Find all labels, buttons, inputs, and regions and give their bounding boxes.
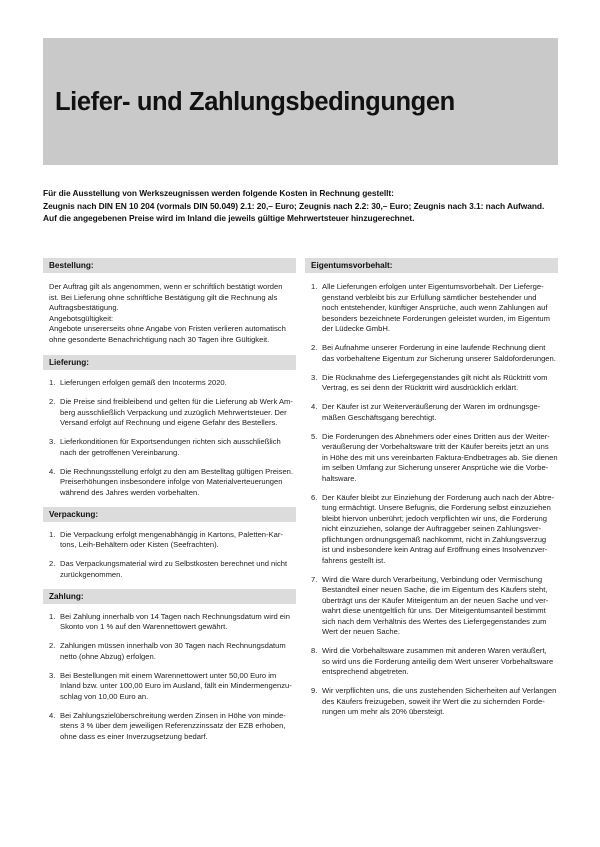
text-line: nicht einzuziehen, solange der Auftraggeber seinen Zahlungsver-: [322, 524, 542, 533]
list-item: [49, 671, 296, 703]
bestellung-text: [43, 282, 296, 345]
list-item: [49, 612, 296, 633]
text-line: während des Jahres werden vorbehalten.: [60, 487, 200, 497]
item-text: [60, 641, 286, 662]
text-line: bleibt hiervon unberührt; jedoch verpflichten wir uns, die Forderung: [322, 513, 547, 523]
item-number: 1.: [311, 282, 318, 291]
list-item: [311, 493, 558, 567]
text-line: Vertrag, es sei denn der Rücktritt wird ausdrücklich erklärt.: [322, 383, 519, 392]
item-text: [322, 282, 550, 335]
text-line: mäßen Geschäftsgang berechtigt.: [322, 412, 437, 422]
text-line: fahrens gestellt ist.: [322, 555, 386, 565]
text-line: Skonto von 1 % auf den Warennettowert gewährt.: [60, 622, 228, 631]
text-line: entsprechend abgetreten.: [322, 667, 409, 676]
text-line: netto (ohne Abzug) erfolgen.: [60, 651, 156, 661]
item-text: [322, 646, 553, 678]
text-line: sich nach dem Verhältnis des Wertes des Liefergegenstandes zum: [322, 616, 547, 626]
item-text: [322, 432, 558, 485]
text-line: ohne dass es einer Inverzugsetzung bedarf.: [60, 731, 208, 741]
list-item: [311, 646, 558, 678]
list-item: [49, 641, 296, 662]
list-item: [311, 432, 558, 485]
text-line: Auftragsbestätigung.: [49, 303, 119, 312]
text-line: Wert der neuen Sache.: [322, 627, 400, 636]
item-number: 7.: [311, 574, 318, 584]
item-number: 1.: [49, 529, 56, 539]
item-number: 2.: [49, 559, 56, 568]
item-number: 9.: [311, 686, 318, 695]
text-line: Die Rechnungsstellung erfolgt zu den am Bestelltag gültigen Preisen.: [60, 466, 294, 476]
text-line: so wird uns die Forderung anteilig dem Wert unserer Vorbehaltsware: [322, 656, 554, 666]
text-line: nach der getroffenen Vereinbarung.: [60, 447, 180, 457]
text-line: noch entstehender, künftiger Ansprüche, auch wenn Zahlungen auf: [322, 303, 548, 312]
text-line: Bei Zahlungszielüberschreitung werden Zinsen in Höhe von minde-: [60, 710, 286, 720]
item-number: 4.: [311, 402, 318, 411]
item-number: 4.: [49, 710, 56, 720]
item-number: 3.: [49, 437, 56, 446]
item-text: [60, 437, 281, 458]
item-text: [322, 493, 554, 567]
intro-text: [43, 187, 563, 225]
item-text: [60, 612, 290, 633]
item-number: 3.: [311, 372, 318, 382]
text-line: Lieferungen erfolgen gemäß den Incoterms 2020.: [60, 378, 227, 387]
text-line: Preiserhöhungen insbesondere infolge von Materialverteuerungen: [60, 477, 283, 486]
item-text: [60, 711, 286, 743]
text-line: in Höhe des mit uns vereinbarten Faktura-Endbetrages ab. Sie dienen: [322, 452, 558, 462]
text-line: veräußerung der Vorbehaltsware tritt der Käufer bereits jetzt an uns: [322, 442, 549, 451]
list-item: [49, 378, 296, 389]
item-number: 8.: [311, 646, 318, 655]
list-item: [311, 575, 558, 638]
verpackung-list: [43, 530, 296, 581]
text-line: zurückgenommen.: [60, 569, 123, 579]
text-line: tung ermächtigt. Unsere Befugnis, die Forderung selbst einzuziehen: [322, 503, 551, 512]
item-text: [60, 530, 283, 551]
text-line: der Lüdecke GmbH.: [322, 324, 390, 333]
text-line: ist und insbesondere kein Antrag auf Eröffnung eines Insolvenzver-: [322, 545, 548, 554]
text-line: berg ausschließlich Verpackung und zuzüglich Mehrwertsteuer. Der: [60, 407, 287, 417]
text-line: tons, Leih-Behältern oder Kisten (Seefrachten).: [60, 540, 219, 549]
text-line: Bestandteil einer neuen Sache, die im Eigentum des Käufers steht,: [322, 585, 548, 594]
item-number: 2.: [49, 397, 56, 406]
list-item: [311, 282, 558, 335]
item-text: [60, 559, 287, 580]
section-heading-verpackung: Verpackung:: [43, 507, 296, 522]
text-line: besonders bezeichnete Forderungen geleistet wurden, im Eigentum: [322, 313, 550, 323]
item-text: [322, 343, 556, 364]
item-number: 6.: [311, 492, 318, 502]
text-line: genstand verbleibt bis zur Erfüllung sämtlicher bestehender und: [322, 292, 537, 302]
item-text: [60, 671, 292, 703]
text-line: Bei Bestellungen mit einem Warennettowert unter 50,00 Euro im: [60, 670, 277, 680]
item-text: [60, 467, 293, 499]
lieferung-list: [43, 378, 296, 498]
text-line: ist. Bei Lieferung ohne schriftliche Bestätigung gilt die Rechnung als: [49, 292, 278, 302]
list-item: [49, 530, 296, 551]
text-line: überträgt uns der Käufer Miteigentum an der neuen Sache und ver-: [322, 595, 549, 605]
item-number: 5.: [311, 431, 318, 441]
text-line: des Käufers freizugeben, soweit ihr Wert die zu sichernden Forde-: [322, 696, 545, 706]
item-number: 1.: [49, 378, 56, 387]
text-line: Die Preise sind freibleibend und gelten für die Lieferung ab Werk Am-: [60, 397, 293, 406]
item-text: [60, 397, 293, 429]
intro-line: Zeugnis nach DIN EN 10 204 (vormals DIN 50.049) 2.1: 20,– Euro; Zeugnis nach 2.2: 30,– Euro; Zeugnis nach 3.1: nach Aufwand.: [43, 200, 545, 211]
text-line: wahrt diese unentgeltlich für uns. Der Miteigentumsanteil bestimmt: [322, 606, 546, 615]
item-text: [322, 373, 547, 394]
item-text: [60, 378, 227, 389]
item-number: 1.: [49, 611, 56, 621]
text-line: Inland bzw. unter 100,00 Euro im Ausland, fällt ein Mindermengenzu-: [60, 681, 292, 690]
item-number: 2.: [49, 641, 56, 650]
item-text: [322, 686, 556, 718]
text-line: das vorbehaltene Eigentum zur Sicherung unserer Saldoforderungen.: [322, 353, 556, 363]
text-line: Angebotsgültigkeit:: [49, 313, 114, 323]
text-line: ohne gesonderte Benachrichtigung nach 30 Tagen ihre Gültigkeit.: [49, 334, 270, 344]
eigentumsvorbehalt-list: [305, 282, 558, 718]
text-line: im selben Umfang zur Sicherung unserer Ansprüche wie die Vorbe-: [322, 463, 549, 472]
section-heading-bestellung: Bestellung:: [43, 258, 296, 273]
text-line: Versand erfolgt auf Rechnung und eigene Gefahr des Bestellers.: [60, 418, 278, 427]
list-item: [49, 437, 296, 458]
list-item: [311, 373, 558, 394]
section-heading-eigentumsvorbehalt: Eigentumsvorbehalt:: [305, 258, 558, 273]
item-number: 3.: [49, 670, 56, 680]
page-title: Liefer- und Zahlungsbedingungen: [55, 88, 455, 116]
item-text: [322, 402, 540, 423]
list-item: [49, 711, 296, 743]
text-line: haltsware.: [322, 473, 357, 483]
text-line: Wird die Vorbehaltsware zusammen mit anderen Waren veräußert,: [322, 646, 547, 655]
text-line: Der Käufer ist zur Weiterveräußerung der Waren im ordnungsge-: [322, 402, 541, 411]
item-number: 2.: [311, 343, 318, 352]
list-item: [49, 397, 296, 429]
text-line: Die Rücknahme des Liefergegenstandes gilt nicht als Rücktritt vom: [322, 372, 548, 382]
text-line: Angebote unsererseits ohne Angabe von Fristen verlieren automatisch: [49, 324, 286, 333]
left-column: [43, 258, 296, 751]
text-line: Die Verpackung erfolgt mengenabhängig in Kartons, Paletten-Kar-: [60, 529, 283, 539]
text-line: Der Käufer bleibt zur Einziehung der Forderung auch nach der Abtre-: [322, 492, 555, 502]
text-line: schlag von 10,00 Euro an.: [60, 691, 149, 701]
list-item: [49, 467, 296, 499]
text-line: Das Verpackungsmaterial wird zu Selbstkosten berechnet und nicht: [60, 559, 288, 568]
text-line: Bei Zahlung innerhalb von 14 Tagen nach Rechnungsdatum wird ein: [60, 611, 290, 621]
list-item: [311, 402, 558, 423]
zahlung-list: [43, 612, 296, 743]
text-line: Lieferkonditionen für Exportsendungen richten sich ausschließlich: [60, 437, 281, 446]
list-item: [311, 343, 558, 364]
intro-line: Für die Ausstellung von Werkszeugnissen werden folgende Kosten in Rechnung gestellt:: [43, 188, 394, 198]
text-line: stens 3 % über dem jeweiligen Referenzzinssatz der EZB erhoben,: [60, 721, 286, 730]
text-line: Bei Aufnahme unserer Forderung in eine laufende Rechnung dient: [322, 343, 546, 352]
text-line: Der Auftrag gilt als angenommen, wenn er schriftlich bestätigt worden: [49, 282, 283, 291]
text-line: rungen um mehr als 20% übersteigt.: [322, 707, 445, 716]
list-item: [311, 686, 558, 718]
text-line: pflichtungen ordnungsgemäß nachkommt, nicht in Zahlungsverzug: [322, 534, 547, 544]
text-line: Die Forderungen des Abnehmers oder eines Dritten aus der Weiter-: [322, 431, 550, 441]
item-text: [322, 575, 548, 638]
text-line: Zahlungen müssen innerhalb von 30 Tagen nach Rechnungsdatum: [60, 641, 286, 650]
list-item: [49, 559, 296, 580]
section-heading-lieferung: Lieferung:: [43, 355, 296, 370]
intro-line: Auf die angegebenen Preise wird im Inland die jeweils gültige Mehrwertsteuer hinzugerechnet.: [43, 213, 415, 224]
item-number: 4.: [49, 466, 56, 476]
text-line: Alle Lieferungen erfolgen unter Eigentumsvorbehalt. Der Lieferge-: [322, 282, 544, 291]
text-line: Wir verpflichten uns, die uns zustehenden Sicherheiten auf Verlangen: [322, 686, 557, 695]
section-heading-zahlung: Zahlung:: [43, 589, 296, 604]
right-column: [305, 258, 558, 726]
text-line: Wird die Ware durch Verarbeitung, Verbindung oder Vermischung: [322, 574, 543, 584]
